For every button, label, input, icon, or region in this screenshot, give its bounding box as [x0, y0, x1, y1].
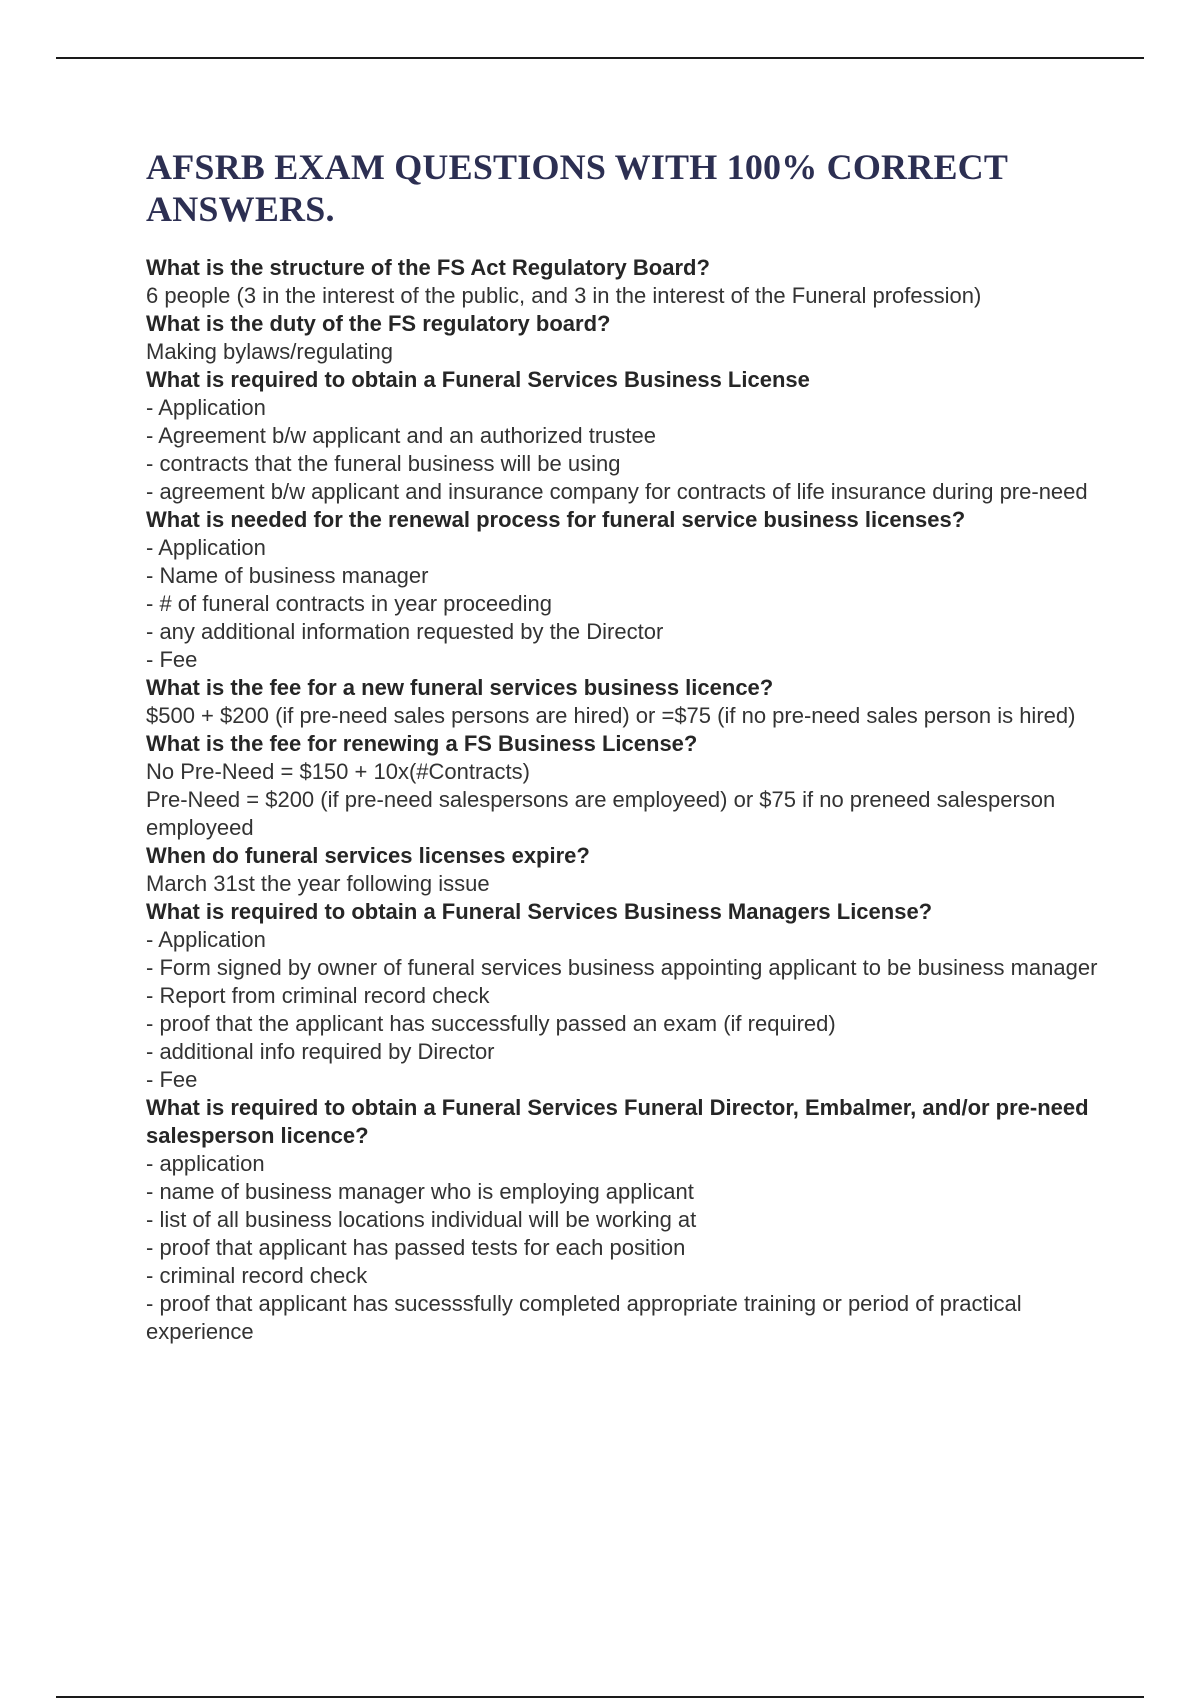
answer-line: - Application [146, 927, 266, 952]
bottom-rule [56, 1696, 1144, 1698]
document-title: AFSRB EXAM QUESTIONS WITH 100% CORRECT ANSWERS. [146, 147, 1008, 229]
answer [146, 702, 1106, 730]
answer-line: - proof that applicant has sucesssfully completed appropriate training or period of practical experience [146, 1291, 1022, 1344]
qa-item [146, 898, 1106, 1094]
answer-line: Making bylaws/regulating [146, 339, 394, 364]
answer-line: - Agreement b/w applicant and an authorized trustee [146, 423, 656, 448]
answer [146, 282, 1106, 310]
answer-line: - list of all business locations individual will be working at [146, 1207, 697, 1232]
answer [146, 1150, 1106, 1346]
answer-line: - Report from criminal record check [146, 983, 490, 1008]
answer-line: - Application [146, 535, 266, 560]
question: What is needed for the renewal process for funeral service business licenses? [146, 507, 966, 532]
answer-line: - Fee [146, 1067, 198, 1092]
answer-line: Pre-Need = $200 (if pre-need salespersons are employeed) or $75 if no preneed salesperson employeed [146, 787, 1056, 840]
qa-item [146, 366, 1106, 506]
question: What is the fee for a new funeral services business licence? [146, 675, 774, 700]
answer-line: - name of business manager who is employing applicant [146, 1179, 694, 1204]
answer-line: - criminal record check [146, 1263, 368, 1288]
answer [146, 394, 1106, 506]
answer-line: March 31st the year following issue [146, 871, 490, 896]
qa-item [146, 1094, 1106, 1346]
answer-line: - Fee [146, 647, 198, 672]
answer-line: - Form signed by owner of funeral services business appointing applicant to be business manager [146, 955, 1098, 980]
qa-list [146, 254, 1106, 1346]
answer-line: - contracts that the funeral business will be using [146, 451, 621, 476]
question: What is the structure of the FS Act Regulatory Board? [146, 255, 710, 280]
question: What is the duty of the FS regulatory board? [146, 311, 611, 336]
answer-line: - Application [146, 395, 266, 420]
answer [146, 338, 1106, 366]
question: What is required to obtain a Funeral Services Business License [146, 367, 810, 392]
answer-line: No Pre-Need = $150 + 10x(#Contracts) [146, 759, 530, 784]
question: When do funeral services licenses expire? [146, 843, 590, 868]
question: What is required to obtain a Funeral Services Business Managers License? [146, 899, 933, 924]
qa-item [146, 310, 1106, 366]
answer [146, 926, 1106, 1094]
answer [146, 534, 1106, 674]
answer-line: - application [146, 1151, 265, 1176]
qa-item [146, 506, 1106, 674]
answer-line: - proof that the applicant has successfully passed an exam (if required) [146, 1011, 836, 1036]
answer-line: - proof that applicant has passed tests for each position [146, 1235, 686, 1260]
answer-line: - any additional information requested by the Director [146, 619, 664, 644]
qa-item [146, 730, 1106, 842]
answer-line: - agreement b/w applicant and insurance company for contracts of life insurance during pre-need [146, 479, 1088, 504]
question: What is required to obtain a Funeral Services Funeral Director, Embalmer, and/or pre-need salesperson licence? [146, 1095, 1089, 1148]
document-body [146, 146, 1106, 1346]
top-rule [56, 57, 1144, 59]
answer-line: - # of funeral contracts in year proceeding [146, 591, 553, 616]
question: What is the fee for renewing a FS Business License? [146, 731, 698, 756]
answer-line: - additional info required by Director [146, 1039, 495, 1064]
qa-item [146, 254, 1106, 310]
answer-line: 6 people (3 in the interest of the public, and 3 in the interest of the Funeral profession) [146, 283, 982, 308]
answer-line: $500 + $200 (if pre-need sales persons are hired) or =$75 (if no pre-need sales person is hired) [146, 703, 1076, 728]
qa-item [146, 674, 1106, 730]
qa-item [146, 842, 1106, 898]
answer-line: - Name of business manager [146, 563, 429, 588]
answer [146, 870, 1106, 898]
answer [146, 758, 1106, 842]
